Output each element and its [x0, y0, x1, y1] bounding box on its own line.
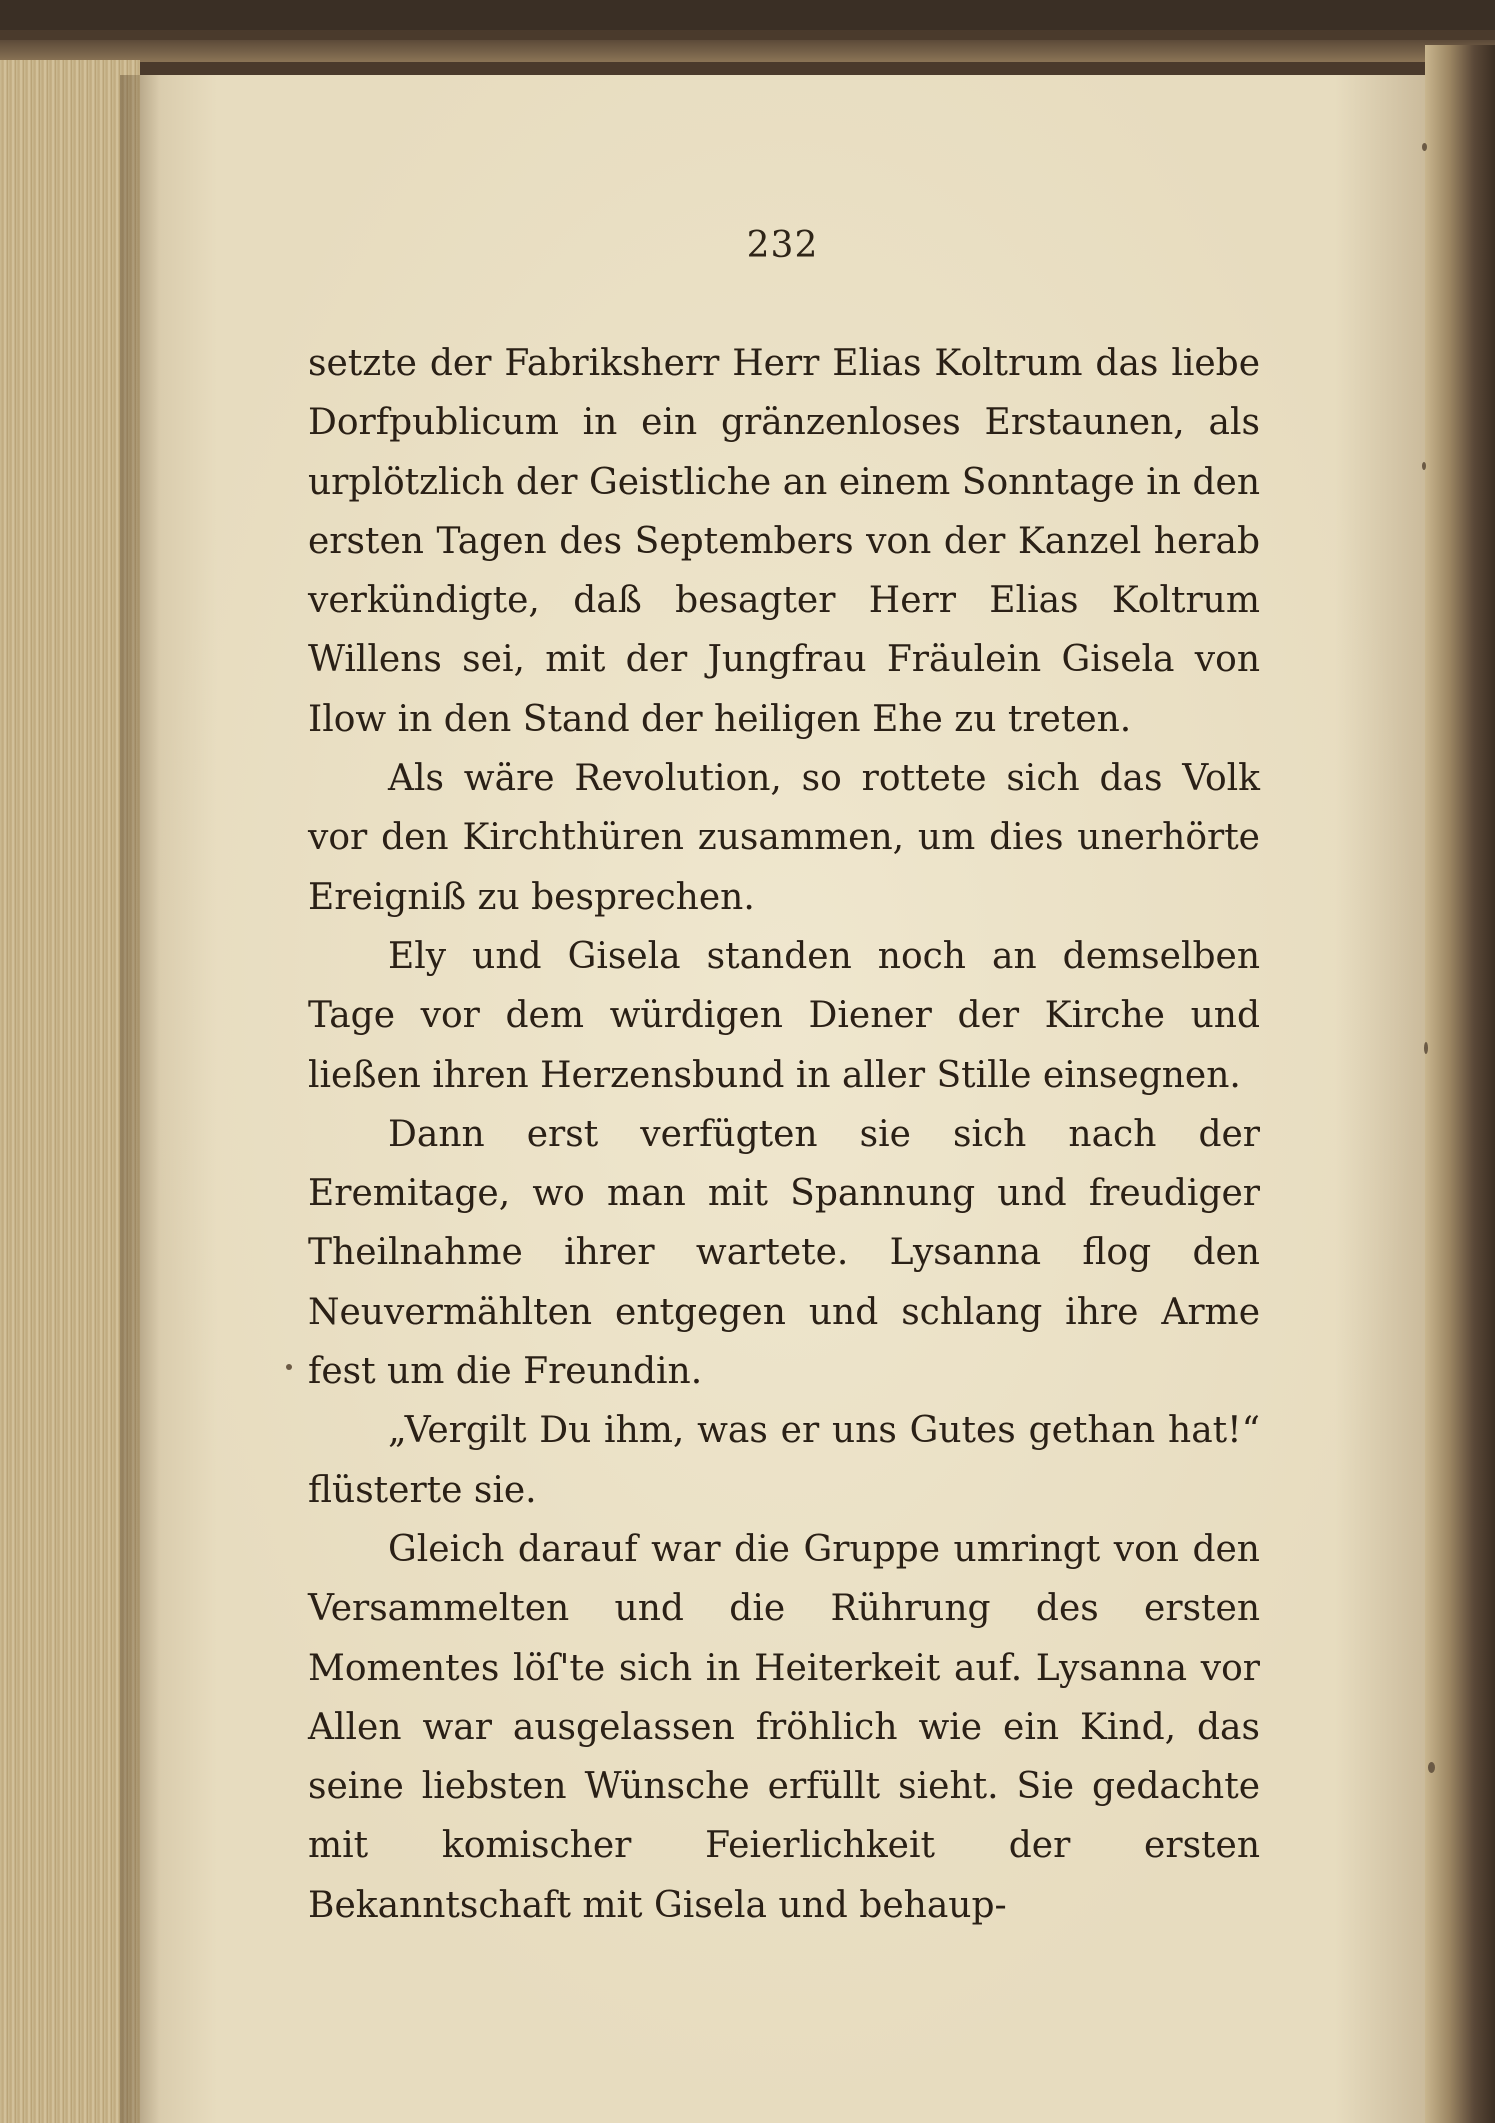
page-number: 232: [746, 225, 819, 266]
gutter-shadow: [120, 75, 160, 2123]
speck-mark: [1424, 1042, 1428, 1054]
speck-mark: [1422, 143, 1427, 151]
paragraph: Gleich darauf war die Gruppe umringt von den Versammelten und die Rührung des ersten Momentes löſ'te sich in Heiterkeit auf. Lysanna vor Allen war ausgelassen fröhlich wie ein Kind, das seine liebsten Wünsche erfüllt sieht. Sie gedachte mit komischer Feierlichkeit der ersten Bekanntschaft mit Gisela und behaup-: [308, 1528, 1260, 1926]
paragraph: Ely und Gisela standen noch an demselben Tage vor dem würdigen Diener der Kirche und ließen ihren Herzensbund in aller Stille einsegnen.: [308, 935, 1260, 1096]
speck-mark: [286, 1364, 292, 1370]
book-top-edge: [0, 40, 1495, 62]
book-spine-right: [1425, 45, 1495, 2123]
page-stack-edge: [0, 60, 140, 2123]
paragraph: Als wäre Revolution, so rottete sich das Volk vor den Kirchthüren zusammen, um dies unerhörte Ereigniß zu besprechen.: [308, 758, 1260, 918]
body-text: [308, 334, 1260, 1935]
speck-mark: [1422, 462, 1426, 470]
paragraph: setzte der Fabriksherr Herr Elias Koltrum das liebe Dorfpublicum in ein gränzenloses Erstaunen, als urplötzlich der Geistliche an einem Sonntage in den ersten Tagen des Septembers von der Kanzel herab verkündigte, daß besagter Herr Elias Koltrum Willens sei, mit der Jungfrau Fräulein Gisela von Ilow in den Stand der heiligen Ehe zu treten.: [308, 343, 1260, 740]
paragraph: Dann erst verfügten sie sich nach der Eremitage, wo man mit Spannung und freudiger Theilnahme ihrer wartete. Lysanna flog den Neuvermählten entgegen und schlang ihre Arme fest um die Freundin.: [308, 1113, 1260, 1393]
speck-mark: [1428, 1762, 1435, 1773]
paragraph: „Vergilt Du ihm, was er uns Gutes gethan hat!“ flüsterte sie.: [308, 1410, 1260, 1511]
